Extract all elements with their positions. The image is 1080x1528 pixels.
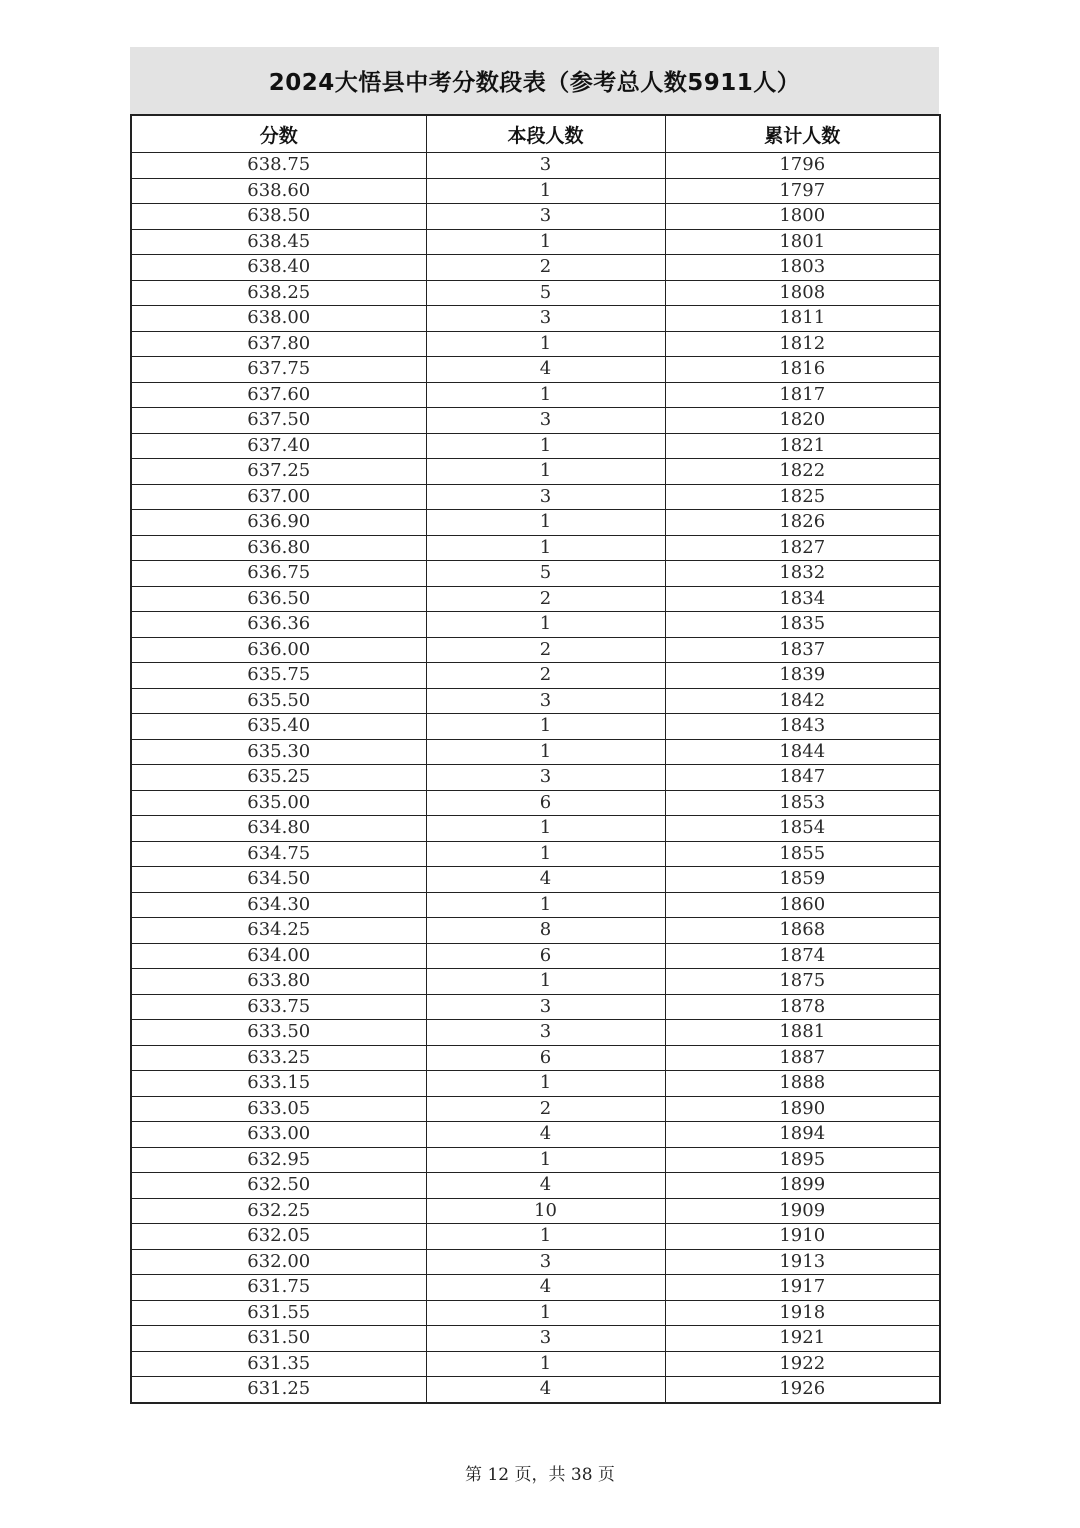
score-cell: 638.45 — [131, 229, 426, 255]
table-row — [131, 714, 940, 740]
score-cell: 637.80 — [131, 331, 426, 357]
score-cell: 631.50 — [131, 1326, 426, 1352]
table-row — [131, 841, 940, 867]
table-row — [131, 1122, 940, 1148]
segment-count-cell: 4 — [426, 357, 665, 383]
cumulative-count-cell: 1894 — [665, 1122, 940, 1148]
cumulative-count-cell: 1827 — [665, 535, 940, 561]
header-segment-count: 本段人数 — [426, 115, 665, 153]
score-cell: 633.80 — [131, 969, 426, 995]
segment-count-cell: 4 — [426, 1377, 665, 1403]
segment-count-cell: 1 — [426, 1147, 665, 1173]
table-row — [131, 153, 940, 179]
table-row — [131, 1249, 940, 1275]
segment-count-cell: 6 — [426, 943, 665, 969]
segment-count-cell: 3 — [426, 306, 665, 332]
cumulative-count-cell: 1844 — [665, 739, 940, 765]
segment-count-cell: 2 — [426, 1096, 665, 1122]
table-row — [131, 816, 940, 842]
segment-count-cell: 4 — [426, 1173, 665, 1199]
cumulative-count-cell: 1909 — [665, 1198, 940, 1224]
segment-count-cell: 1 — [426, 1351, 665, 1377]
score-cell: 631.25 — [131, 1377, 426, 1403]
score-cell: 635.00 — [131, 790, 426, 816]
score-cell: 634.25 — [131, 918, 426, 944]
cumulative-count-cell: 1855 — [665, 841, 940, 867]
cumulative-count-cell: 1874 — [665, 943, 940, 969]
segment-count-cell: 4 — [426, 1275, 665, 1301]
segment-count-cell: 1 — [426, 382, 665, 408]
table-row — [131, 1351, 940, 1377]
cumulative-count-cell: 1803 — [665, 255, 940, 281]
cumulative-count-cell: 1808 — [665, 280, 940, 306]
segment-count-cell: 6 — [426, 790, 665, 816]
table-row — [131, 663, 940, 689]
table-row — [131, 204, 940, 230]
score-cell: 633.25 — [131, 1045, 426, 1071]
score-table — [130, 114, 941, 1404]
table-row — [131, 535, 940, 561]
score-cell: 635.30 — [131, 739, 426, 765]
segment-count-cell: 1 — [426, 969, 665, 995]
table-row — [131, 1020, 940, 1046]
cumulative-count-cell: 1816 — [665, 357, 940, 383]
header-score: 分数 — [131, 115, 426, 153]
table-row — [131, 586, 940, 612]
cumulative-count-cell: 1859 — [665, 867, 940, 893]
table-row — [131, 357, 940, 383]
score-table-sheet — [130, 47, 939, 1404]
table-row — [131, 1224, 940, 1250]
score-cell: 636.75 — [131, 561, 426, 587]
cumulative-count-cell: 1835 — [665, 612, 940, 638]
score-cell: 631.75 — [131, 1275, 426, 1301]
segment-count-cell: 2 — [426, 586, 665, 612]
segment-count-cell: 3 — [426, 1249, 665, 1275]
cumulative-count-cell: 1888 — [665, 1071, 940, 1097]
segment-count-cell: 3 — [426, 153, 665, 179]
table-row — [131, 765, 940, 791]
segment-count-cell: 1 — [426, 178, 665, 204]
cumulative-count-cell: 1926 — [665, 1377, 940, 1403]
table-row — [131, 892, 940, 918]
cumulative-count-cell: 1797 — [665, 178, 940, 204]
segment-count-cell: 1 — [426, 892, 665, 918]
score-cell: 636.00 — [131, 637, 426, 663]
table-row — [131, 1198, 940, 1224]
score-cell: 634.00 — [131, 943, 426, 969]
score-cell: 632.50 — [131, 1173, 426, 1199]
table-row — [131, 1300, 940, 1326]
table-row — [131, 1071, 940, 1097]
cumulative-count-cell: 1843 — [665, 714, 940, 740]
segment-count-cell: 1 — [426, 1224, 665, 1250]
score-cell: 638.40 — [131, 255, 426, 281]
score-cell: 635.40 — [131, 714, 426, 740]
score-cell: 632.00 — [131, 1249, 426, 1275]
table-row — [131, 1377, 940, 1403]
score-cell: 636.80 — [131, 535, 426, 561]
segment-count-cell: 3 — [426, 484, 665, 510]
segment-count-cell: 1 — [426, 612, 665, 638]
cumulative-count-cell: 1881 — [665, 1020, 940, 1046]
table-row — [131, 433, 940, 459]
score-cell: 631.35 — [131, 1351, 426, 1377]
score-cell: 638.00 — [131, 306, 426, 332]
cumulative-count-cell: 1913 — [665, 1249, 940, 1275]
cumulative-count-cell: 1847 — [665, 765, 940, 791]
cumulative-count-cell: 1875 — [665, 969, 940, 995]
score-cell: 638.75 — [131, 153, 426, 179]
cumulative-count-cell: 1868 — [665, 918, 940, 944]
segment-count-cell: 1 — [426, 331, 665, 357]
segment-count-cell: 2 — [426, 255, 665, 281]
table-row — [131, 994, 940, 1020]
table-row — [131, 1045, 940, 1071]
cumulative-count-cell: 1918 — [665, 1300, 940, 1326]
score-cell: 634.75 — [131, 841, 426, 867]
segment-count-cell: 1 — [426, 535, 665, 561]
segment-count-cell: 1 — [426, 816, 665, 842]
cumulative-count-cell: 1832 — [665, 561, 940, 587]
segment-count-cell: 3 — [426, 765, 665, 791]
table-row — [131, 790, 940, 816]
segment-count-cell: 2 — [426, 663, 665, 689]
score-cell: 633.15 — [131, 1071, 426, 1097]
table-row — [131, 739, 940, 765]
segment-count-cell: 3 — [426, 1020, 665, 1046]
table-title: 2024大悟县中考分数段表（参考总人数5911人） — [130, 47, 939, 114]
segment-count-cell: 2 — [426, 637, 665, 663]
table-row — [131, 561, 940, 587]
cumulative-count-cell: 1853 — [665, 790, 940, 816]
score-cell: 631.55 — [131, 1300, 426, 1326]
cumulative-count-cell: 1801 — [665, 229, 940, 255]
table-row — [131, 918, 940, 944]
cumulative-count-cell: 1800 — [665, 204, 940, 230]
segment-count-cell: 1 — [426, 510, 665, 536]
score-cell: 633.00 — [131, 1122, 426, 1148]
header-cumulative-count: 累计人数 — [665, 115, 940, 153]
segment-count-cell: 1 — [426, 841, 665, 867]
table-row — [131, 306, 940, 332]
segment-count-cell: 6 — [426, 1045, 665, 1071]
cumulative-count-cell: 1796 — [665, 153, 940, 179]
cumulative-count-cell: 1917 — [665, 1275, 940, 1301]
score-cell: 637.60 — [131, 382, 426, 408]
segment-count-cell: 4 — [426, 1122, 665, 1148]
cumulative-count-cell: 1820 — [665, 408, 940, 434]
table-row — [131, 510, 940, 536]
table-row — [131, 484, 940, 510]
segment-count-cell: 3 — [426, 408, 665, 434]
segment-count-cell: 5 — [426, 561, 665, 587]
table-row — [131, 280, 940, 306]
segment-count-cell: 3 — [426, 688, 665, 714]
segment-count-cell: 3 — [426, 1326, 665, 1352]
score-cell: 637.25 — [131, 459, 426, 485]
score-cell: 637.40 — [131, 433, 426, 459]
score-cell: 635.75 — [131, 663, 426, 689]
score-cell: 636.50 — [131, 586, 426, 612]
cumulative-count-cell: 1842 — [665, 688, 940, 714]
segment-count-cell: 10 — [426, 1198, 665, 1224]
table-row — [131, 178, 940, 204]
cumulative-count-cell: 1890 — [665, 1096, 940, 1122]
segment-count-cell: 5 — [426, 280, 665, 306]
cumulative-count-cell: 1812 — [665, 331, 940, 357]
table-row — [131, 1096, 940, 1122]
score-cell: 633.50 — [131, 1020, 426, 1046]
score-cell: 632.25 — [131, 1198, 426, 1224]
table-row — [131, 637, 940, 663]
table-row — [131, 943, 940, 969]
score-cell: 636.36 — [131, 612, 426, 638]
table-row — [131, 1173, 940, 1199]
cumulative-count-cell: 1822 — [665, 459, 940, 485]
cumulative-count-cell: 1921 — [665, 1326, 940, 1352]
score-cell: 635.25 — [131, 765, 426, 791]
table-row — [131, 612, 940, 638]
table-body — [131, 153, 940, 1403]
score-cell: 635.50 — [131, 688, 426, 714]
segment-count-cell: 1 — [426, 229, 665, 255]
cumulative-count-cell: 1821 — [665, 433, 940, 459]
score-cell: 632.95 — [131, 1147, 426, 1173]
page-footer: 第 12 页，共 38 页 — [465, 1465, 615, 1485]
cumulative-count-cell: 1826 — [665, 510, 940, 536]
segment-count-cell: 3 — [426, 994, 665, 1020]
score-cell: 634.80 — [131, 816, 426, 842]
score-cell: 637.75 — [131, 357, 426, 383]
cumulative-count-cell: 1834 — [665, 586, 940, 612]
cumulative-count-cell: 1837 — [665, 637, 940, 663]
segment-count-cell: 1 — [426, 739, 665, 765]
score-cell: 634.50 — [131, 867, 426, 893]
cumulative-count-cell: 1860 — [665, 892, 940, 918]
cumulative-count-cell: 1811 — [665, 306, 940, 332]
table-row — [131, 1326, 940, 1352]
score-cell: 638.60 — [131, 178, 426, 204]
score-cell: 638.25 — [131, 280, 426, 306]
segment-count-cell: 1 — [426, 1300, 665, 1326]
table-row — [131, 1275, 940, 1301]
segment-count-cell: 1 — [426, 433, 665, 459]
table-row — [131, 459, 940, 485]
cumulative-count-cell: 1817 — [665, 382, 940, 408]
score-cell: 634.30 — [131, 892, 426, 918]
cumulative-count-cell: 1854 — [665, 816, 940, 842]
cumulative-count-cell: 1825 — [665, 484, 940, 510]
table-row — [131, 382, 940, 408]
cumulative-count-cell: 1899 — [665, 1173, 940, 1199]
score-cell: 633.05 — [131, 1096, 426, 1122]
score-cell: 637.50 — [131, 408, 426, 434]
segment-count-cell: 1 — [426, 714, 665, 740]
table-row — [131, 331, 940, 357]
table-row — [131, 688, 940, 714]
table-row — [131, 867, 940, 893]
cumulative-count-cell: 1922 — [665, 1351, 940, 1377]
cumulative-count-cell: 1878 — [665, 994, 940, 1020]
segment-count-cell: 1 — [426, 459, 665, 485]
score-cell: 638.50 — [131, 204, 426, 230]
cumulative-count-cell: 1887 — [665, 1045, 940, 1071]
table-row — [131, 969, 940, 995]
table-row — [131, 255, 940, 281]
cumulative-count-cell: 1839 — [665, 663, 940, 689]
score-cell: 633.75 — [131, 994, 426, 1020]
segment-count-cell: 8 — [426, 918, 665, 944]
table-row — [131, 229, 940, 255]
segment-count-cell: 1 — [426, 1071, 665, 1097]
table-row — [131, 408, 940, 434]
score-cell: 636.90 — [131, 510, 426, 536]
table-row — [131, 1147, 940, 1173]
table-header-row — [131, 115, 940, 153]
segment-count-cell: 3 — [426, 204, 665, 230]
score-cell: 632.05 — [131, 1224, 426, 1250]
cumulative-count-cell: 1910 — [665, 1224, 940, 1250]
segment-count-cell: 4 — [426, 867, 665, 893]
cumulative-count-cell: 1895 — [665, 1147, 940, 1173]
score-cell: 637.00 — [131, 484, 426, 510]
